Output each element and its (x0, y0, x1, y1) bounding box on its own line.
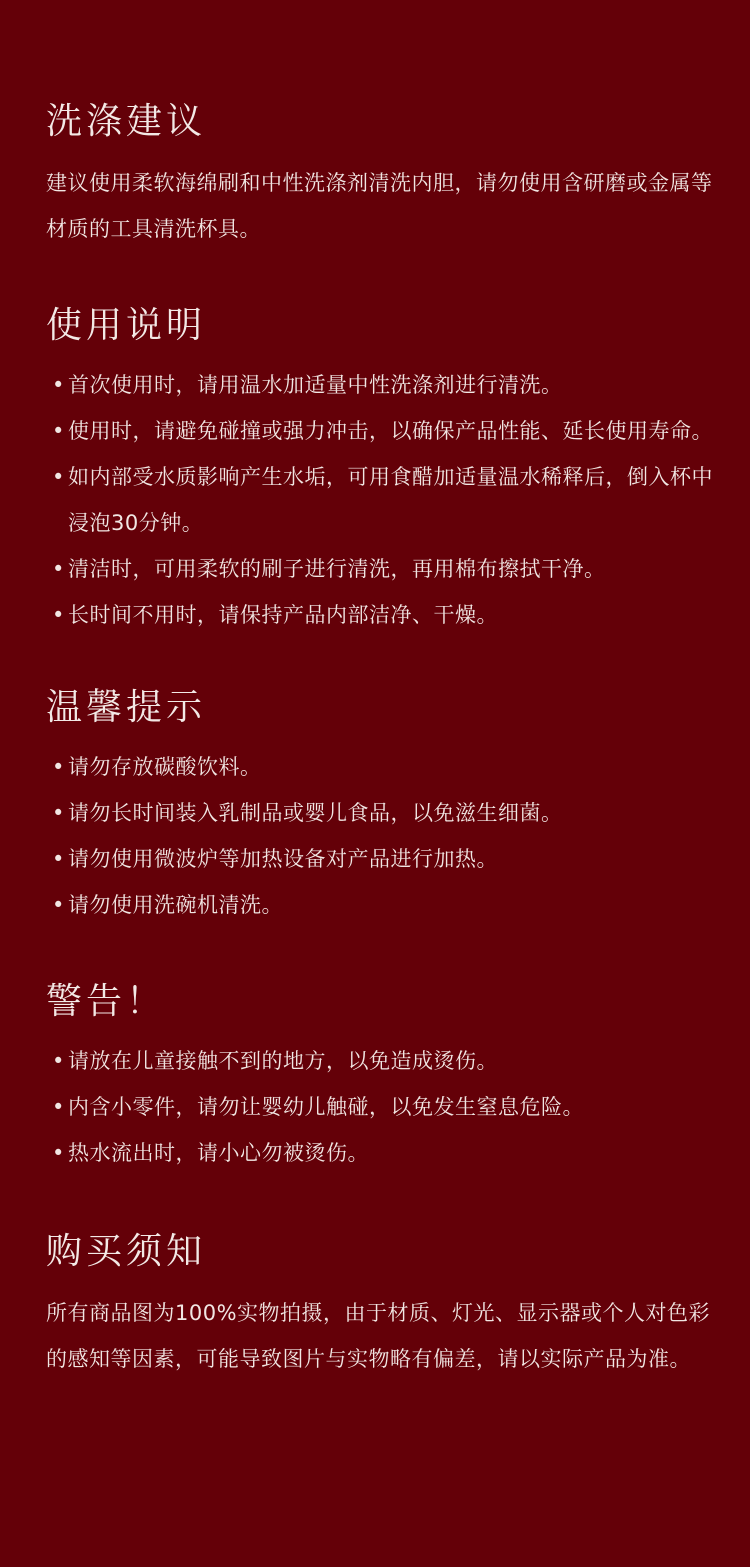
list-item-text: 内含小零件，请勿让婴幼儿触碰，以免发生窒息危险。 (68, 1095, 584, 1119)
bullet-dot: • (52, 1095, 65, 1119)
warning-heading: 警告！ (46, 981, 167, 1022)
washing-advice-section (46, 100, 720, 252)
purchase-notice-section (46, 1230, 720, 1382)
list-item-text: 请勿存放碳酸饮料。 (68, 755, 262, 779)
list-item (46, 790, 720, 836)
purchase-notice-text: 所有商品图为100%实物拍摄，由于材质、灯光、显示器或个人对色彩的感知等因素，可能导致图片与实物略有偏差，请以实际产品为准。 (46, 1301, 711, 1371)
list-item (46, 454, 720, 546)
bullet-dot: • (52, 603, 65, 627)
kind-reminder-section (46, 686, 720, 928)
list-item (46, 592, 720, 638)
list-item (46, 1038, 720, 1084)
usage-instructions-section (46, 304, 720, 638)
bullet-dot: • (52, 465, 65, 489)
bullet-dot: • (52, 755, 65, 779)
washing-advice-heading: 洗涤建议 (46, 101, 207, 142)
list-item-text: 请勿使用微波炉等加热设备对产品进行加热。 (68, 847, 498, 871)
list-item (46, 1084, 720, 1130)
warning-list (46, 1038, 720, 1176)
bullet-dot: • (52, 847, 65, 871)
list-item (46, 546, 720, 592)
bullet-dot: • (52, 373, 65, 397)
purchase-notice-heading: 购买须知 (46, 1231, 207, 1272)
list-item-text: 清洁时，可用柔软的刷子进行清洗，再用棉布擦拭干净。 (68, 557, 606, 581)
list-item (46, 744, 720, 790)
list-item-text: 如内部受水质影响产生水垢，可用食醋加适量温水稀释后，倒入杯中浸泡30分钟。 (68, 465, 713, 535)
list-item (46, 362, 720, 408)
bullet-dot: • (52, 801, 65, 825)
bullet-dot: • (52, 1049, 65, 1073)
list-item-text: 热水流出时，请小心勿被烫伤。 (68, 1141, 369, 1165)
bullet-dot: • (52, 1141, 65, 1165)
kind-reminder-heading: 温馨提示 (46, 687, 207, 728)
bullet-dot: • (52, 419, 65, 443)
bullet-dot: • (52, 557, 65, 581)
list-item (46, 882, 720, 928)
usage-instructions-heading: 使用说明 (46, 305, 207, 346)
bullet-dot: • (52, 893, 65, 917)
list-item-text: 长时间不用时，请保持产品内部洁净、干燥。 (68, 603, 498, 627)
warning-section (46, 980, 720, 1176)
list-item-text: 首次使用时，请用温水加适量中性洗涤剂进行清洗。 (68, 373, 563, 397)
list-item-text: 请放在儿童接触不到的地方，以免造成烫伤。 (68, 1049, 498, 1073)
kind-reminder-list (46, 744, 720, 928)
list-item-text: 使用时，请避免碰撞或强力冲击，以确保产品性能、延长使用寿命。 (68, 419, 713, 443)
list-item (46, 1130, 720, 1176)
list-item (46, 836, 720, 882)
list-item-text: 请勿使用洗碗机清洗。 (68, 893, 283, 917)
list-item (46, 408, 720, 454)
washing-advice-text: 建议使用柔软海绵刷和中性洗涤剂清洗内胆，请勿使用含研磨或金属等材质的工具清洗杯具。 (46, 171, 713, 241)
list-item-text: 请勿长时间装入乳制品或婴儿食品，以免滋生细菌。 (68, 801, 563, 825)
usage-instructions-list (46, 362, 720, 638)
